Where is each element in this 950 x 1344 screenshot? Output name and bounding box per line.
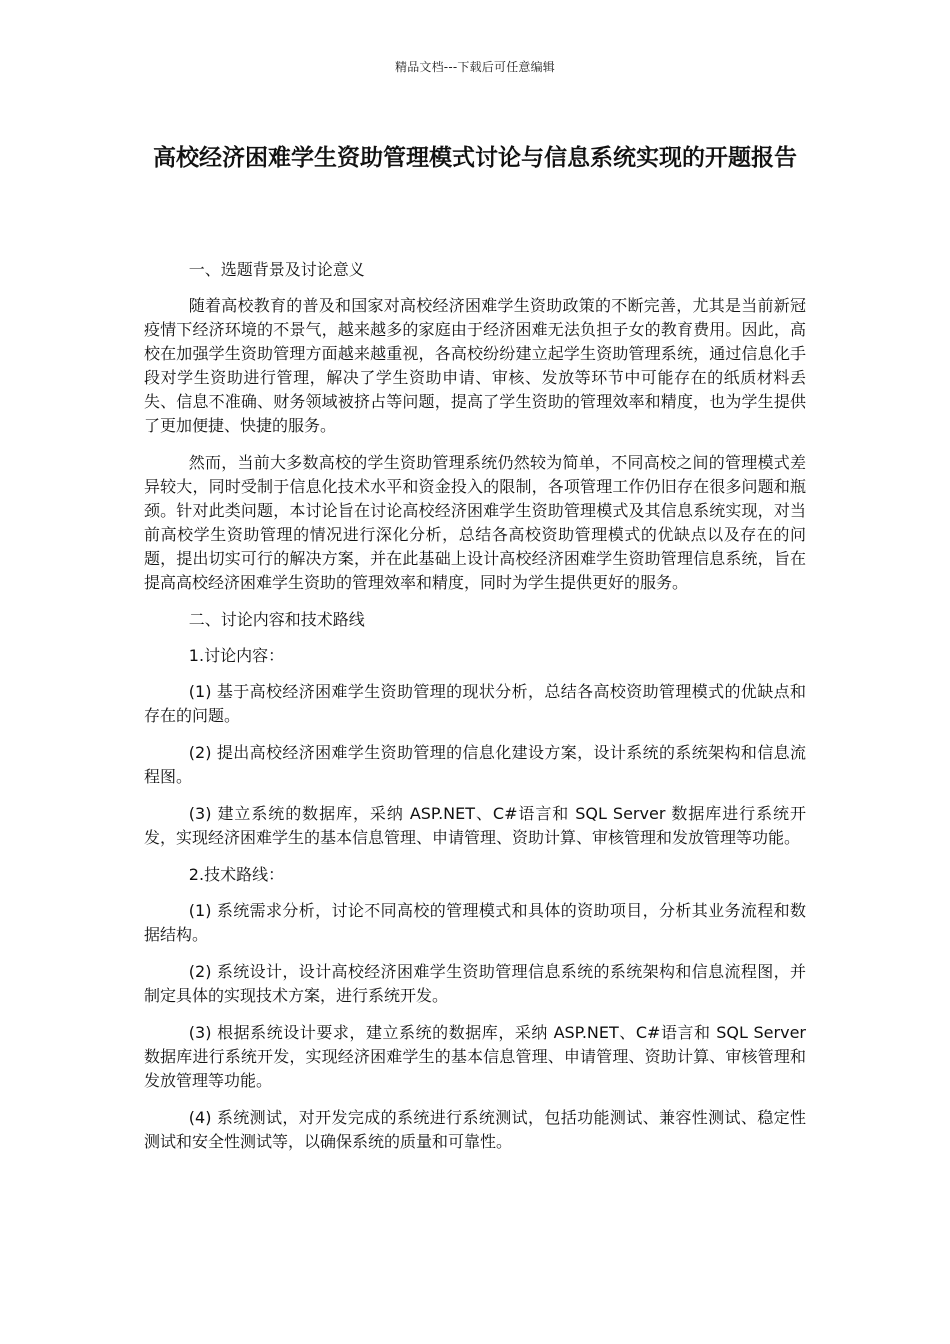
list-item-route-4: (4) 系统测试，对开发完成的系统进行系统测试，包括功能测试、兼容性测试、稳定性测试和安全性测试等，以确保系统的质量和可靠性。 bbox=[144, 1108, 806, 1151]
header-note: 精品文档---下载后可任意编辑 bbox=[395, 60, 555, 74]
paragraph-background-2: 然而，当前大多数高校的学生资助管理系统仍然较为简单，不同高校之间的管理模式差异较大，同时受制于信息化技术水平和资金投入的限制，各项管理工作仍旧存在很多问题和瓶颈。针对此类问题，本讨论旨在讨论高校经济困难学生资助管理模式及其信息系统实现，对当前高校学生资助管理的情况进行深化分析，总结各高校资助管理模式的优缺点以及存在的问题，提出切实可行的解决方案，并在此基础上设计高校经济困难学生资助管理信息系统，旨在提高高校经济困难学生资助的管理效率和精度，同时为学生提供更好的服务。 bbox=[144, 453, 806, 592]
list-item-route-3: (3) 根据系统设计要求，建立系统的数据库，采纳 ASP.NET、C#语言和 SQL Server 数据库进行系统开发，实现经济困难学生的基本信息管理、申请管理、资助计算、审核管理和发放管理等功能。 bbox=[144, 1023, 806, 1090]
paragraph-background-1: 随着高校教育的普及和国家对高校经济困难学生资助政策的不断完善，尤其是当前新冠疫情下经济环境的不景气，越来越多的家庭由于经济困难无法负担子女的教育费用。因此，高校在加强学生资助管理方面越来越重视，各高校纷纷建立起学生资助管理系统，通过信息化手段对学生资助进行管理，解决了学生资助申请、审核、发放等环节中可能存在的纸质材料丢失、信息不准确、财务领域被挤占等问题，提高了学生资助的管理效率和精度，也为学生提供了更加便捷、快捷的服务。 bbox=[144, 296, 806, 435]
subheading-research-content: 1.讨论内容： bbox=[188, 646, 285, 665]
section-heading-background: 一、选题背景及讨论意义 bbox=[188, 260, 365, 279]
list-item-content-2: (2) 提出高校经济困难学生资助管理的信息化建设方案，设计系统的系统架构和信息流程图。 bbox=[144, 743, 806, 786]
document-body bbox=[144, 258, 806, 1167]
list-item-content-1: (1) 基于高校经济困难学生资助管理的现状分析，总结各高校资助管理模式的优缺点和存在的问题。 bbox=[144, 682, 806, 725]
list-item-route-1: (1) 系统需求分析，讨论不同高校的管理模式和具体的资助项目，分析其业务流程和数据结构。 bbox=[144, 901, 806, 944]
section-heading-content-route: 二、讨论内容和技术路线 bbox=[188, 610, 365, 629]
list-item-route-2: (2) 系统设计，设计高校经济困难学生资助管理信息系统的系统架构和信息流程图，并制定具体的实现技术方案，进行系统开发。 bbox=[144, 962, 806, 1005]
document-title: 高校经济困难学生资助管理模式讨论与信息系统实现的开题报告 bbox=[153, 145, 797, 171]
list-item-content-3: (3) 建立系统的数据库，采纳 ASP.NET、C#语言和 SQL Server 数据库进行系统开发，实现经济困难学生的基本信息管理、申请管理、资助计算、审核管理和发放管理等功能。 bbox=[144, 804, 806, 847]
subheading-technical-route: 2.技术路线： bbox=[188, 865, 285, 884]
